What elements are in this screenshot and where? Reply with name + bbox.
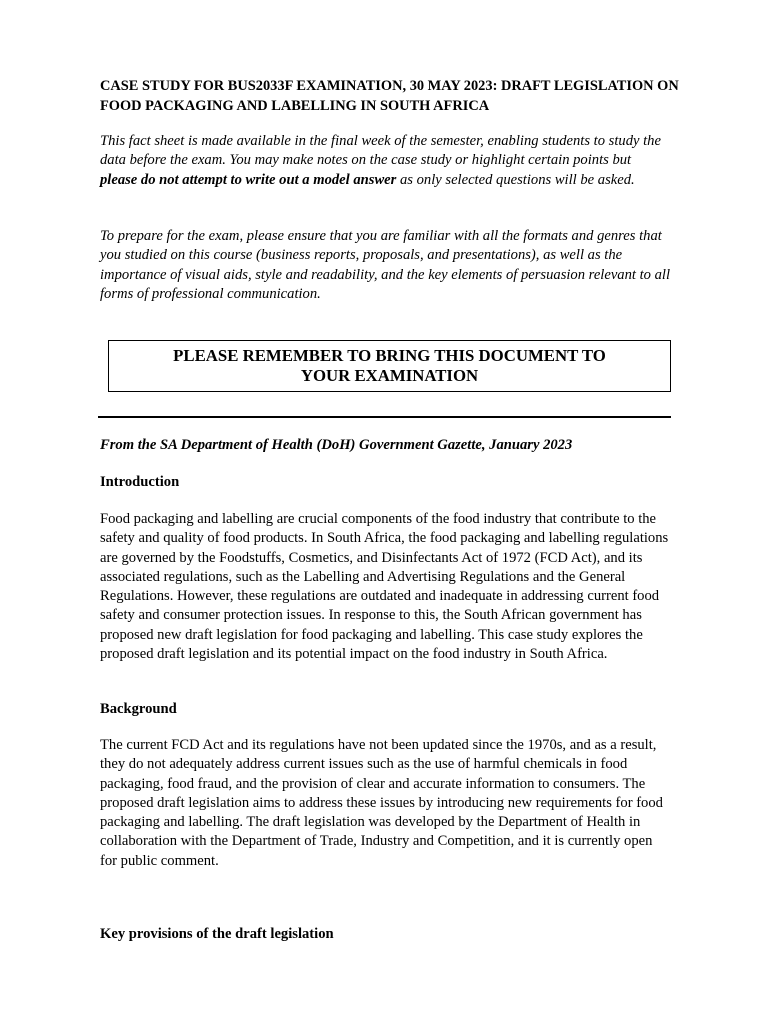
intro-note-bold: please do not attempt to write out a model answer [100, 171, 397, 188]
document-title: CASE STUDY FOR BUS2033F EXAMINATION, 30 MAY 2023: DRAFT LEGISLATION ON FOOD PACKAGING AND LABELLING IN SOUTH AFRICA [100, 78, 679, 114]
introduction-heading: Introduction [100, 474, 180, 490]
background-body: The current FCD Act and its regulations have not been updated since the 1970s, and as a result, they do not adequately address current issues such as the use of harmful chemicals in food packaging, food fraud, and the provision of clear and accurate information to consumers. The proposed draft legislation aims to address these issues by introducing new requirements for food packaging and labelling. The draft legislation was developed by the Department of Health in collaboration with the Department of Trade, Industry and Competition, and it is currently open for public comment. [100, 737, 663, 869]
source-line: From the SA Department of Health (DoH) Government Gazette, January 2023 [100, 437, 573, 453]
intro-note [100, 132, 672, 190]
exam-notice-text: PLEASE REMEMBER TO BRING THIS DOCUMENT TO YOUR EXAMINATION [173, 346, 606, 385]
section-divider [98, 416, 671, 418]
introduction-body: Food packaging and labelling are crucial components of the food industry that contribute to the safety and quality of food products. In South Africa, the food packaging and labelling regulations are governed by the Foodstuffs, Cosmetics, and Disinfectants Act of 1972 (FCD Act), and its associated regulations, such as the Labelling and Advertising Regulations and the General Regulations. However, these regulations are outdated and inadequate in addressing current food safety and consumer protection issues. In response to this, the South African government has proposed new draft legislation for food packaging and labelling. This case study explores the proposed draft legislation and its potential impact on the food industry in South Africa. [100, 511, 669, 663]
background-heading: Background [100, 701, 177, 717]
exam-notice-box [108, 340, 671, 392]
intro-note-part2: as only selected questions will be asked. [396, 171, 635, 188]
prepare-note: To prepare for the exam, please ensure that you are familiar with all the formats and genres that you studied on this course (business reports, proposals, and presentations), as well as the importance of visual aids, style and readability, and the key elements of persuasion relevant to all forms of professional communication. [100, 228, 671, 302]
intro-note-part1: This fact sheet is made available in the final week of the semester, enabling students to study the data before the exam. You may make notes on the case study or highlight certain points but [100, 133, 661, 169]
key-provisions-heading: Key provisions of the draft legislation [100, 926, 334, 942]
